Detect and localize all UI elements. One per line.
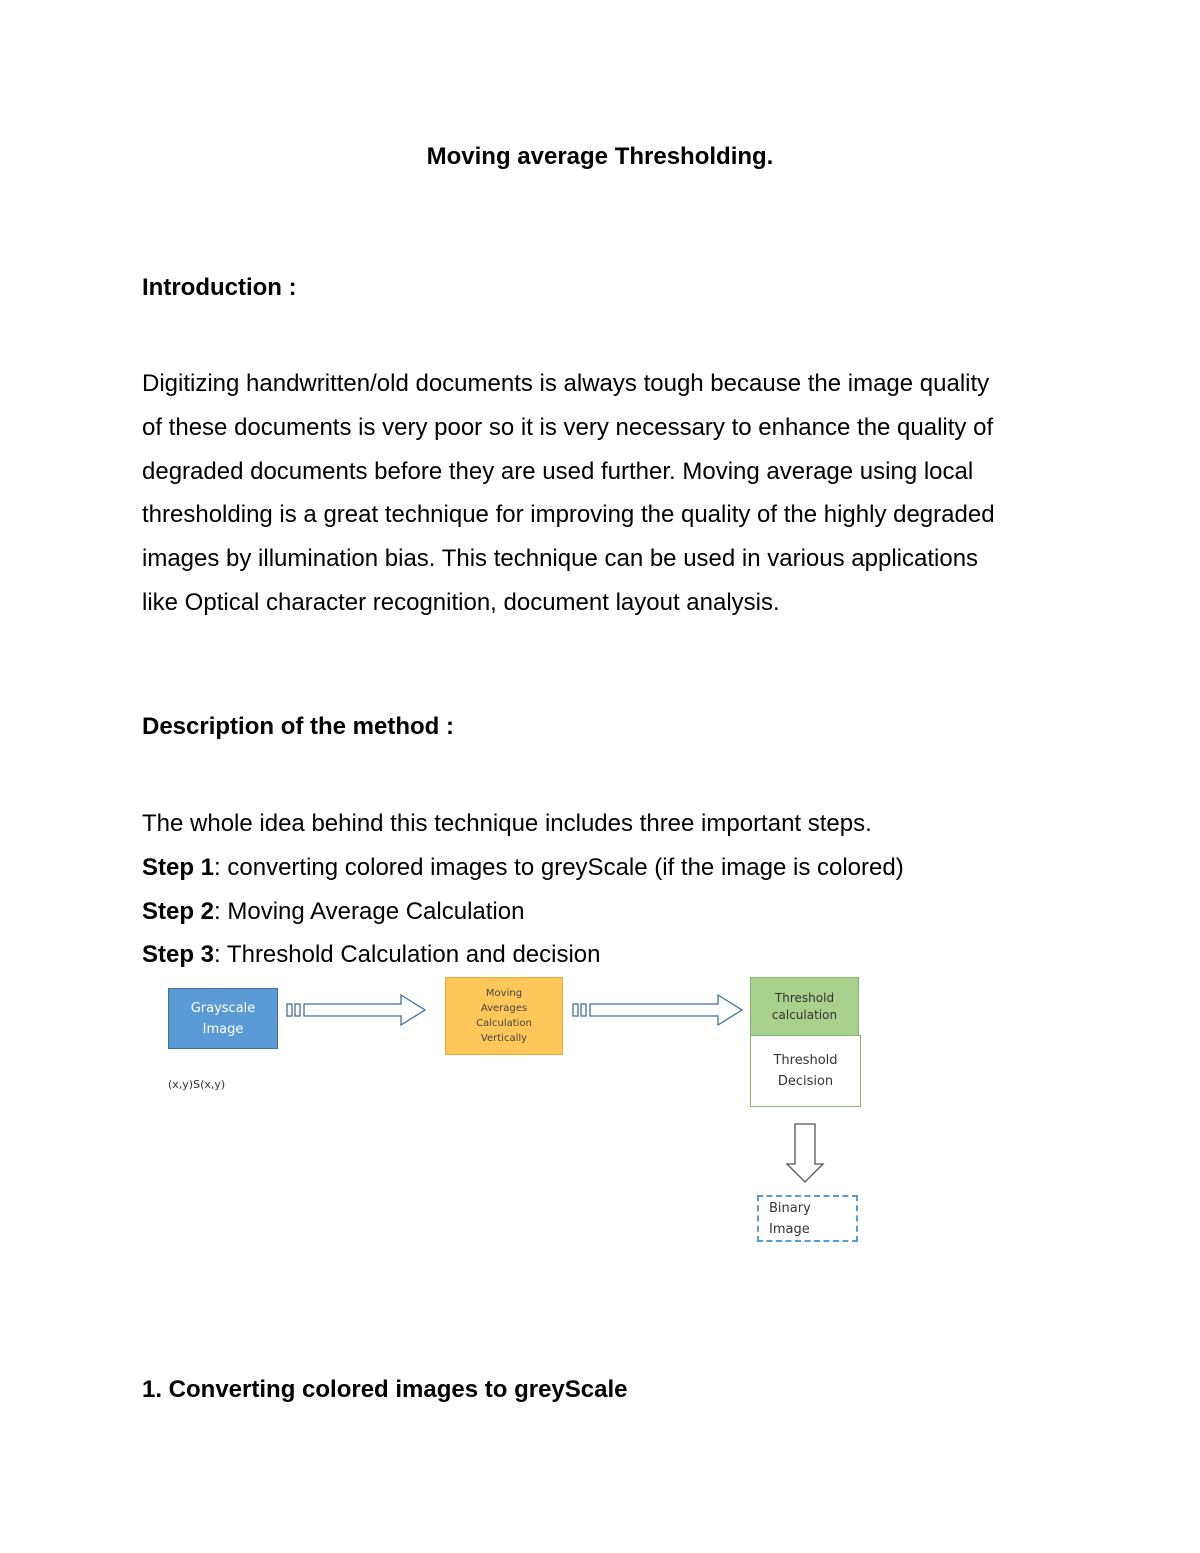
grayscale-image-box	[168, 988, 278, 1049]
paragraph-line: Digitizing handwritten/old documents is always tough because the image quality	[142, 370, 990, 397]
process-diagram	[160, 970, 880, 1255]
introduction-paragraph	[142, 362, 1062, 625]
method-intro-text: The whole idea behind this technique includes three important steps.	[142, 810, 872, 837]
box-label: Threshold	[773, 1053, 838, 1068]
paragraph-line: like Optical character recognition, document layout analysis.	[142, 588, 780, 616]
introduction-heading: Introduction :	[142, 274, 297, 301]
box-label: Decision	[777, 1074, 834, 1089]
step-text: : Moving Average Calculation	[214, 897, 525, 925]
box-label: Binary	[769, 1200, 811, 1216]
step-label: Step 3	[142, 941, 215, 969]
box-label: Calculation	[476, 1018, 532, 1029]
document-title: Moving average Thresholding.	[426, 143, 774, 170]
right-arrow-icon	[285, 992, 430, 1028]
binary-image-box	[757, 1195, 858, 1242]
down-arrow-icon	[784, 1122, 826, 1184]
coordinate-label: (x,y)S(x,y)	[168, 1078, 226, 1091]
paragraph-line: images by illumination bias. This technique can be used in various applications	[142, 545, 979, 573]
step-label: Step 2	[142, 897, 215, 925]
box-label: Vertically	[480, 1033, 528, 1044]
section-1-heading: 1. Converting colored images to greyScale	[142, 1376, 628, 1403]
method-heading: Description of the method :	[142, 713, 454, 740]
box-label: Threshold	[774, 991, 835, 1005]
paragraph-line: thresholding is a great technique for improving the quality of the highly degraded	[142, 501, 995, 529]
step-label: Step 1	[142, 853, 215, 881]
method-steps	[142, 802, 904, 977]
threshold-decision-box	[750, 1035, 861, 1107]
box-label: Moving	[485, 988, 523, 999]
step-text: : Threshold Calculation and decision	[214, 941, 601, 969]
box-label: Averages	[480, 1003, 528, 1014]
box-label: Grayscale	[190, 1000, 256, 1016]
box-label: Image	[202, 1021, 244, 1037]
step-line	[142, 846, 904, 890]
paragraph-line: degraded documents before they are used further. Moving average using local	[142, 457, 974, 485]
box-label: calculation	[771, 1008, 838, 1022]
paragraph-line: of these documents is very poor so it is very necessary to enhance the quality of	[142, 413, 994, 441]
step-line	[142, 890, 904, 934]
threshold-calculation-box	[750, 977, 859, 1037]
box-label: Image	[769, 1221, 810, 1237]
right-arrow-icon	[570, 992, 745, 1028]
moving-averages-box	[445, 977, 563, 1055]
step-text: : converting colored images to greyScale (if the image is colored)	[214, 853, 904, 881]
